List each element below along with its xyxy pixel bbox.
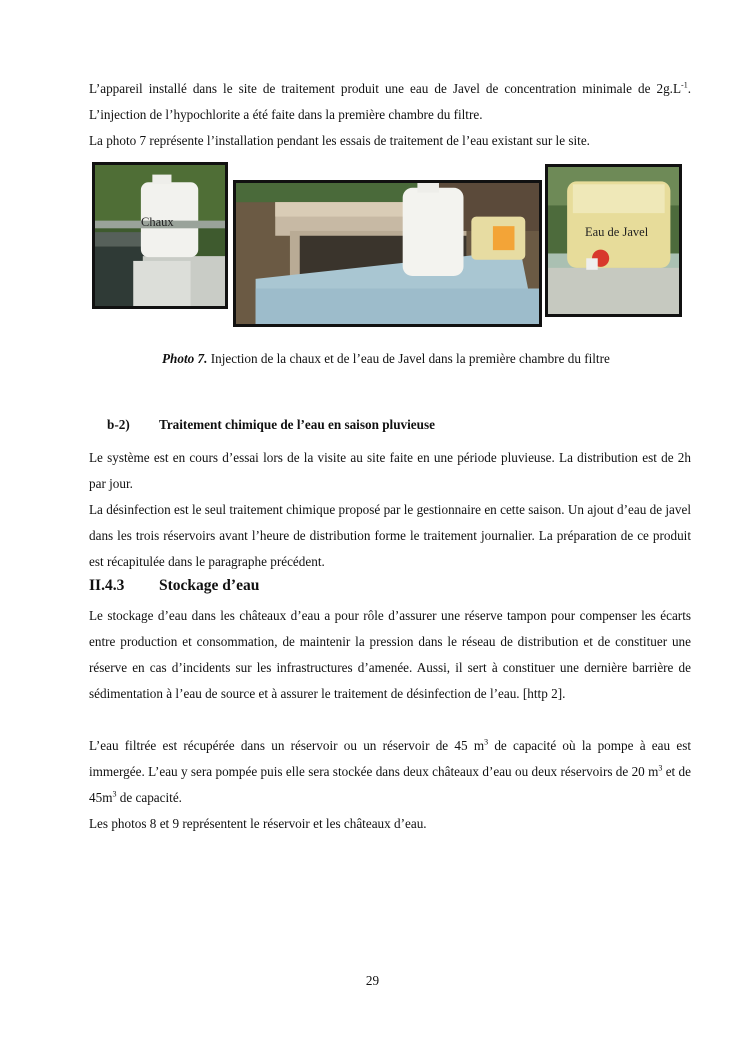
subsection-number: b-2) — [107, 417, 130, 432]
rainy-paragraph-2: La désinfection est le seul traitement chimique proposé par le gestionnaire en cette saison. Un ajout d’eau de javel dans les trois réservoirs avant l’heure de distribution forme le traitement journalier. La préparation de ce produit est récapitulée dans le paragraphe précédent. — [89, 502, 691, 569]
rainy-paragraph-1: Le système est en cours d’essai lors de la visite au site faite en une période pluvieuse. La distribution est de 2h par jour. — [89, 450, 691, 491]
intro-paragraph-1: L’appareil installé dans le site de traitement produit une eau de Javel de concentration minimale de $2g.L^{-1}$. L’injection de l’hypochlorite a été faite dans la première chambre du filtre. — [89, 80, 691, 122]
eau-de-javel-label: Eau de Javel — [585, 225, 649, 239]
photo-caption — [162, 351, 610, 367]
photo-chaux — [92, 162, 228, 309]
storage-paragraph-3: Les photos 8 et 9 représentent le réservoir et les châteaux d’eau. — [89, 816, 427, 831]
page-number: 29 — [365, 973, 380, 988]
reference-link[interactable]: http 2 — [527, 686, 558, 701]
section-number: II.4.3 — [89, 577, 125, 594]
caption-text: Injection de la chaux et de l’eau de Javel dans la première chambre du filtre — [207, 351, 610, 366]
caption-label: Photo 7. — [162, 351, 208, 366]
section-title: Stockage d’eau — [159, 577, 260, 594]
intro-paragraph-2: La photo 7 représente l’installation pendant les essais de traitement de l’eau existant sur le site. — [89, 133, 590, 148]
photo-eau-de-javel — [545, 164, 682, 317]
storage-paragraph-1: Le stockage d’eau dans les châteaux d’eau a pour rôle d’assurer une réserve tampon pour compenser les écarts entre production et consommation, de maintenir la pression dans le réseau de distribution et de constituer une réserve en cas d’incidents sur les infrastructures d’amenée. Aussi, il sert à constituer une dernière barrière de sédimentation à l’eau de source et à assurer le traitement de désinfection de l’eau. [http 2]. — [89, 608, 691, 701]
photo-filter-chamber — [233, 180, 542, 327]
subsection-title: Traitement chimique de l’eau en saison pluvieuse — [159, 417, 435, 432]
chaux-label: Chaux — [141, 215, 174, 229]
subsection-heading — [107, 417, 435, 433]
storage-paragraph-2: L’eau filtrée est récupérée dans un réservoir ou un réservoir de 45 $m^3$ de capacité où la pompe à eau est immergée. L’eau y sera pompée puis elle sera stockée dans deux châteaux d’eau ou deux réservoirs de 20 $m^3$ et de $45m^3$ de capacité. — [89, 737, 691, 805]
section-heading — [89, 577, 259, 595]
